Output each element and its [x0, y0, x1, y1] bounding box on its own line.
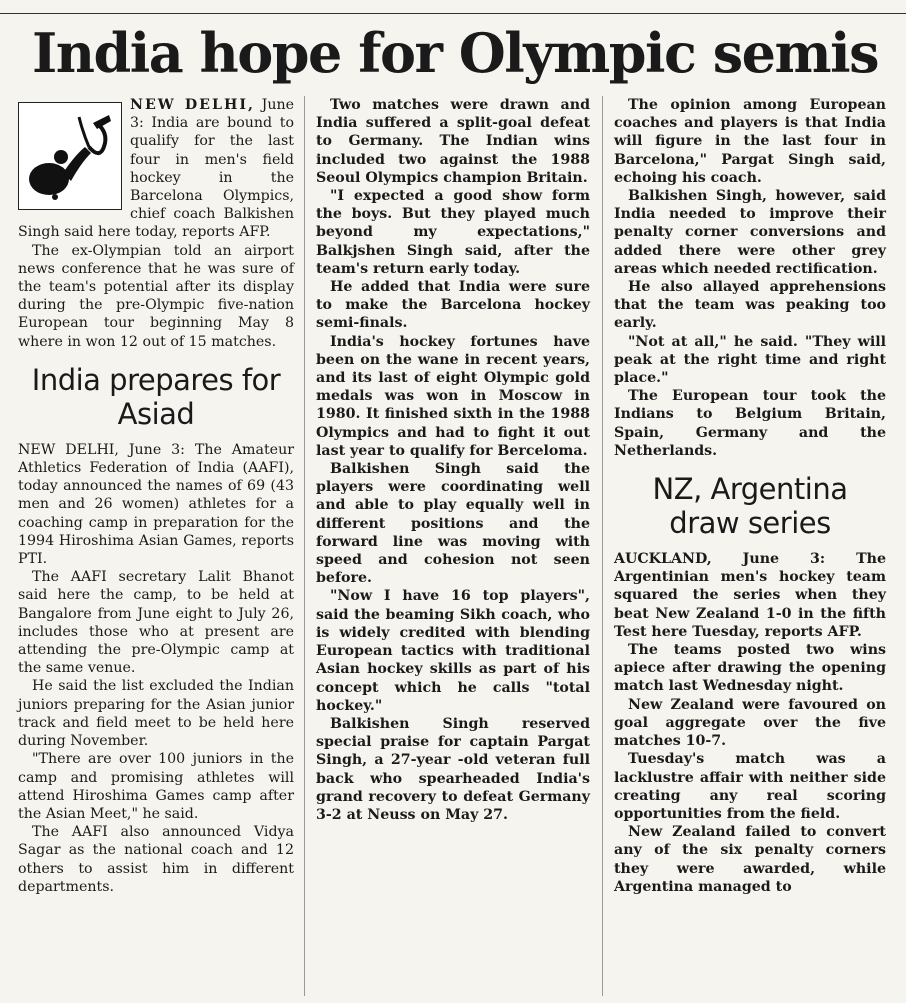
- main-paragraph-10: The opinion among European coaches and players is that India will figure in the last four in Barcelona," Pargat Singh said, echoing his coach.: [614, 97, 886, 186]
- main-paragraph-7: Balkishen Singh said the players were coordinating well and able to play equally well in different positions and the forward line was moving with speed and cohesion not seen before.: [316, 461, 590, 587]
- main-headline: India hope for Olympic semis: [31, 21, 879, 85]
- column-2: [316, 96, 590, 824]
- column-divider: [602, 96, 603, 996]
- nz-paragraph-1: AUCKLAND, June 3: The Argentinian men's hockey team squared the series when they beat New Zealand 1-0 in the fifth Test here Tuesday, reports AFP.: [614, 551, 886, 640]
- dateline: NEW DELHI,: [130, 97, 255, 113]
- main-paragraph-2: The ex-Olympian told an airport news conference that he was sure of the team's potential after its display during the pre-Olympic five-nation European tour beginning May 8 where in won 12 out of 15 matches.: [18, 242, 294, 350]
- nz-paragraph-5: New Zealand failed to convert any of the six penalty corners they were awarded, while Argentina managed to: [614, 824, 886, 895]
- nz-paragraph-4: Tuesday's match was a lacklustre affair with neither side creating any real scoring opportunities from the field.: [614, 751, 886, 822]
- asiad-paragraph-2: The AAFI secretary Lalit Bhanot said here the camp, to be held at Bangalore from June eight to July 26, includes those who at present are attending the pre-Olympic camp at the same venue.: [18, 569, 294, 677]
- main-paragraph-8: "Now I have 16 top players", said the beaming Sikh coach, who is widely credited with blending European tactics with traditional Asian hockey skills as part of his concept which he calls "total hockey.": [316, 588, 590, 714]
- main-paragraph-12: He also allayed apprehensions that the team was peaking too early.: [614, 279, 886, 332]
- asiad-headline: India prepares for Asiad: [31, 362, 281, 431]
- column-3: [614, 96, 886, 896]
- main-paragraph-11: Balkishen Singh, however, said India needed to improve their penalty corner conversions and added there were other grey areas which needed rectification.: [614, 188, 886, 277]
- main-paragraph-14: The European tour took the Indians to Belgium Britain, Spain, Germany and the Netherlands.: [614, 388, 886, 459]
- hockey-player-logo-icon: [18, 102, 122, 210]
- page-top-strip: [0, 0, 906, 14]
- paragraph-text: June 3: India are bound to qualify for the last four in men's field hockey in the Barcelona Olympics, chief coach Balkishen Singh said here today, reports AFP.: [18, 97, 295, 241]
- nz-headline: NZ, Argentina draw series: [652, 472, 848, 541]
- main-paragraph-3: Two matches were drawn and India suffered a split-goal defeat to Germany. The Indian wins included two against the 1988 Seoul Olympics champion Britain.: [316, 97, 590, 186]
- main-paragraph-9: Balkishen Singh reserved special praise for captain Pargat Singh, a 27-year -old veteran full back who spearheaded India's grand recovery to defeat Germany 3-2 at Neuss on May 27.: [316, 715, 590, 823]
- column-divider: [304, 96, 305, 996]
- asiad-paragraph-1: NEW DELHI, June 3: The Amateur Athletics Federation of India (AAFI), today announced the names of 69 (43 men and 26 women) athletes for a coaching camp in preparation for the 1994 Hiroshima Asian Games, reports PTI.: [18, 441, 294, 568]
- nz-paragraph-2: The teams posted two wins apiece after drawing the opening match last Wednesday night.: [614, 642, 886, 695]
- asiad-paragraph-5: The AAFI also announced Vidya Sagar as the national coach and 12 others to assist him in different departments.: [18, 824, 294, 895]
- asiad-paragraph-3: He said the list excluded the Indian juniors preparing for the Asian junior track and field meet to be held here during November.: [18, 678, 294, 750]
- nz-paragraph-3: New Zealand were favoured on goal aggregate over the five matches 10-7.: [614, 696, 886, 750]
- main-paragraph-6: India's hockey fortunes have been on the wane in recent years, and its last of eight Olympic gold medals was won in Moscow in 1980. It finished sixth in the 1988 Olympics and had to fight it out last year to qualify for Berceloma.: [316, 333, 590, 459]
- asiad-paragraph-4: "There are over 100 juniors in the camp and promising athletes will attend Hiroshima Games camp after the Asian Meet," he said.: [18, 751, 294, 822]
- main-paragraph-4: "I expected a good show form the boys. But they played much beyond my expectations," Balkjshen Singh said, after the team's return early today.: [316, 188, 590, 277]
- column-1: [18, 96, 294, 896]
- main-paragraph-13: "Not at all," he said. "They will peak at the right time and right place.": [614, 333, 886, 387]
- main-paragraph-5: He added that India were sure to make the Barcelona hockey semi-finals.: [316, 279, 590, 332]
